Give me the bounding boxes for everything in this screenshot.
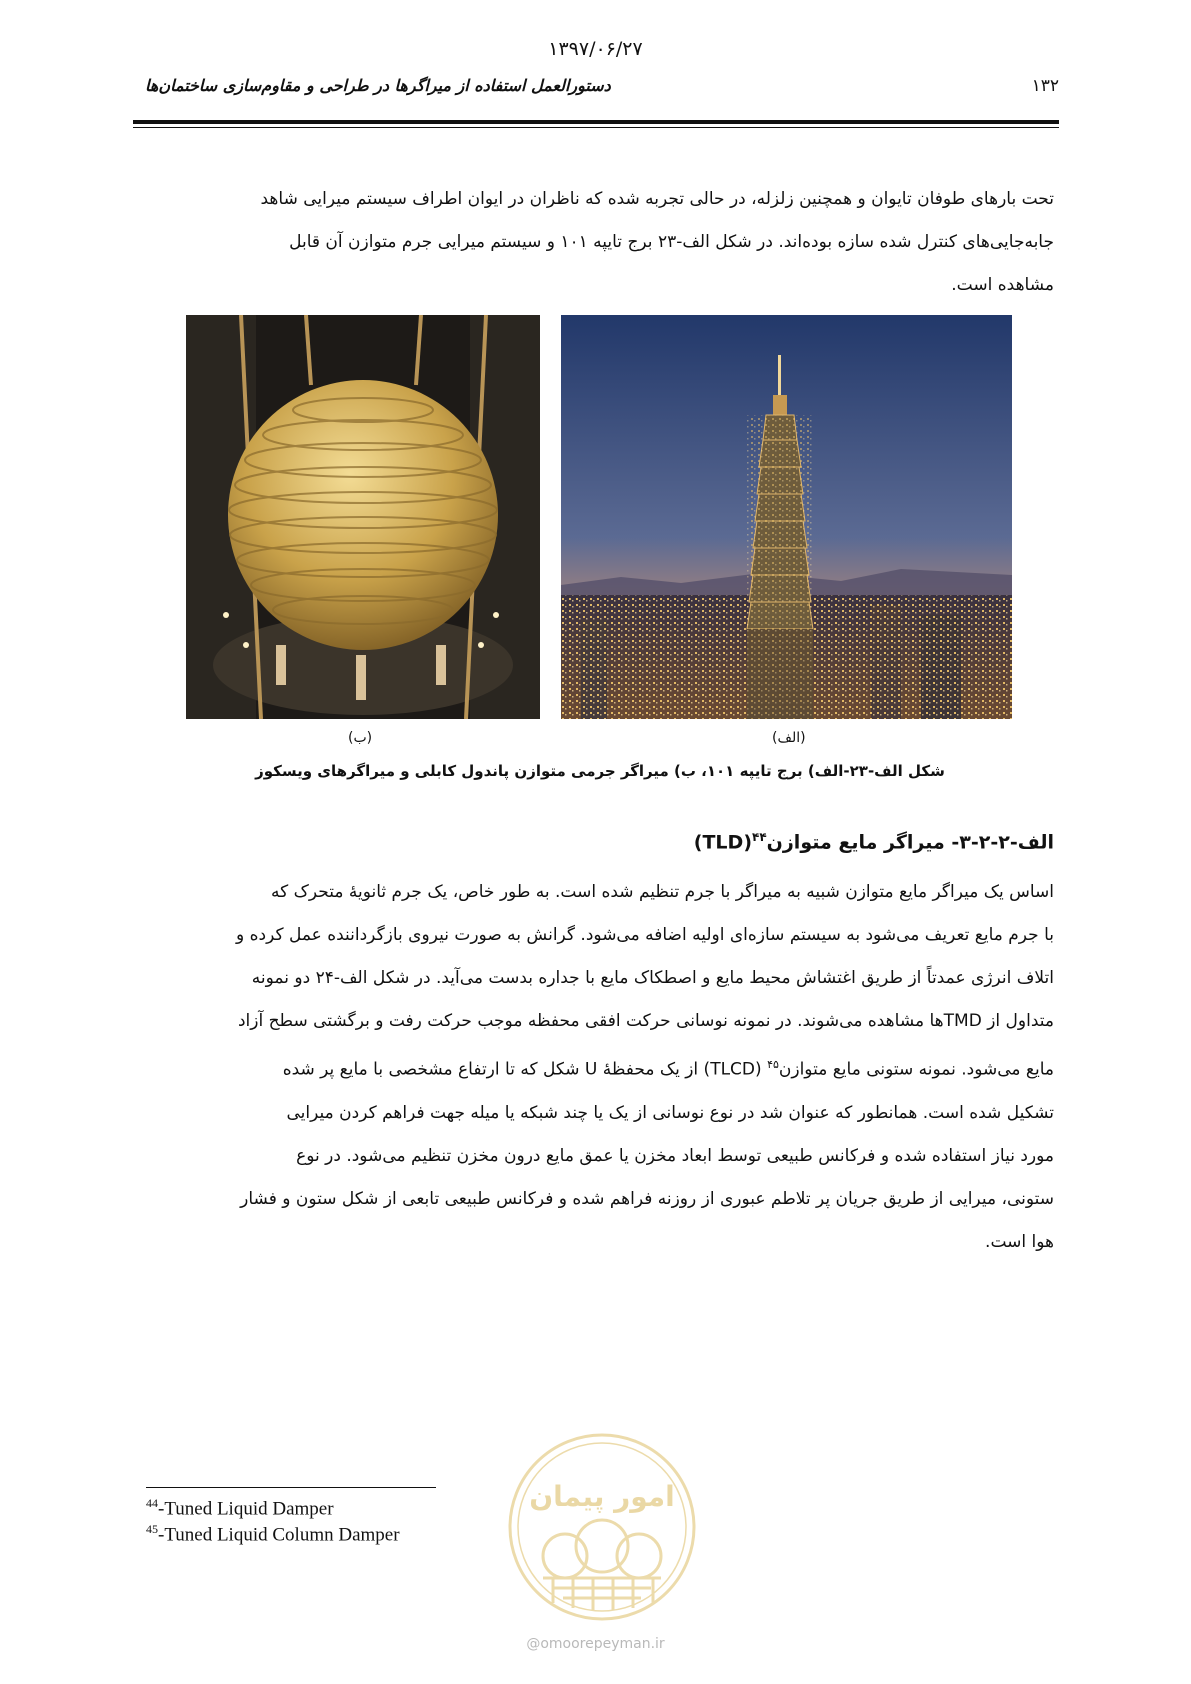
- running-header: [133, 76, 1059, 106]
- intro-paragraph: [146, 178, 1054, 307]
- body-line: اساس یک میراگر مایع متوازن شبیه به میراگر با جرم تنظیم شده است. به طور خاص، یک جرم ثانویهٔ متحرک که: [271, 882, 1054, 902]
- watermark-seal-icon: [503, 1428, 701, 1626]
- document-date: ۱۳۹۷/۰۶/۲۷: [548, 38, 643, 60]
- document-title: دستورالعمل استفاده از میراگرها در طراحی و مقاوم‌سازی ساختمان‌ها: [145, 76, 611, 95]
- footnote-ref: ۴۴: [752, 830, 767, 844]
- footnote-text: -Tuned Liquid Column Damper: [158, 1524, 400, 1546]
- body-line-part: (TLCD) از یک محفظهٔ U شکل که تا ارتفاع مشخصی با مایع پر شده: [282, 1059, 768, 1080]
- section-heading-text: الف-۲-۲-۳- میراگر مایع متوازن: [766, 831, 1054, 854]
- body-line: مورد نیاز استفاده شده و فرکانس طبیعی توسط ابعاد مخزن یا عمق مایع درون مخزن تنظیم می‌شود. در نوع: [296, 1145, 1054, 1166]
- footnote-text: -Tuned Liquid Damper: [158, 1498, 334, 1520]
- body-line: هوا است.: [985, 1231, 1054, 1252]
- page-number: ۱۳۲: [1031, 76, 1059, 96]
- taipei-101-photo: [561, 315, 1012, 719]
- seal-text: امور پیمان: [529, 1480, 675, 1513]
- footnote-number: 45: [146, 1522, 158, 1536]
- body-line: ستونی، میرایی از طریق جریان پر تلاطم عبوری از روزنه فراهم شده و فرکانس طبیعی تابعی از شکل ستون و فشار: [240, 1188, 1054, 1209]
- body-line: اتلاف انرژی عمدتاً از طریق اغتشاش محیط مایع و اصطکاک مایع با جداره بدست می‌آید. در شکل الف-۲۴ دو نمونه: [251, 968, 1054, 988]
- body-paragraph: [146, 871, 1054, 1264]
- watermark-site: @omoorepeyman.ir: [526, 1636, 665, 1652]
- footnote-44: [146, 1496, 334, 1520]
- body-line: متداول از TMDها مشاهده می‌شوند. در نمونه نوسانی حرکت افقی محفظه موجب حرکت رفت و برگشتی سطح آزاد: [237, 1011, 1054, 1031]
- intro-line: جابه‌جایی‌های کنترل شده سازه بوده‌اند. در شکل الف-۲۳ برج تایپه ۱۰۱ و سیستم میرایی جرم متوازن آن قابل: [289, 232, 1054, 252]
- intro-line: مشاهده است.: [951, 275, 1054, 295]
- section-heading-abbr: (TLD): [693, 831, 752, 854]
- header-rule-thin: [133, 127, 1059, 128]
- figure-caption: شکل الف-۲۳-الف) برج تایپه ۱۰۱، ب) میراگر جرمی متوازن پاندول کابلی و میراگرهای ویسکوز: [255, 762, 945, 780]
- body-line-part: مایع می‌شود. نمونه ستونی مایع متوازن: [778, 1059, 1054, 1080]
- figure-label-a: (الف): [772, 730, 806, 746]
- footnote-number: 44: [146, 1496, 158, 1510]
- header-rule-thick: [133, 120, 1059, 124]
- body-line: با جرم مایع تعریف می‌شود به سیستم سازه‌ای اولیه اضافه می‌شود. گرانش به صورت نیروی بازگرداننده عمل کرده و: [235, 925, 1054, 945]
- footnote-rule: [146, 1487, 436, 1488]
- mass-damper-photo: [186, 315, 540, 719]
- intro-line: تحت بارهای طوفان تایوان و همچنین زلزله، در حالی تجربه شده که ناظران در ایوان اطراف سیستم میرایی شاهد: [260, 189, 1054, 209]
- body-line: [146, 1043, 1054, 1092]
- body-line: تشکیل شده است. همانطور که عنوان شد در نوع نوسانی از یک یا چند شبکه یا میله جهت فراهم کردن میرایی: [286, 1102, 1054, 1123]
- figure-label-b: (ب): [348, 730, 373, 746]
- footnote-ref: ۴۵: [767, 1058, 779, 1071]
- footnote-45: [146, 1522, 400, 1546]
- section-heading: [694, 830, 1054, 853]
